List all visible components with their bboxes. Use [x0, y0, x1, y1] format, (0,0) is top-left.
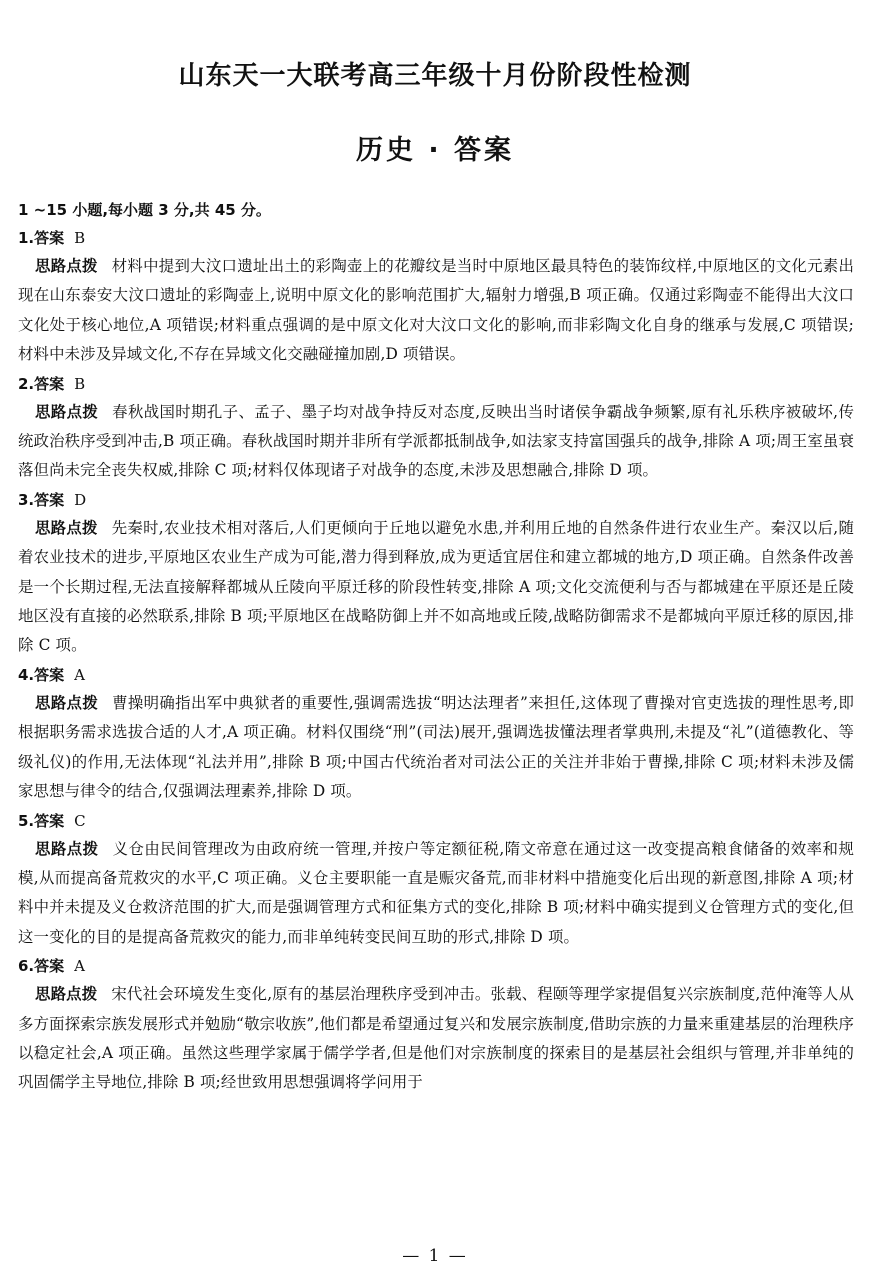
- exam-title: 山东天一大联考高三年级十月份阶段性检测: [178, 61, 692, 91]
- question-block: [18, 952, 854, 1098]
- question-answer-line: [18, 952, 854, 980]
- analysis-label: 思路点拨: [35, 985, 98, 1004]
- analysis-paragraph: [18, 689, 854, 807]
- question-block: [18, 661, 854, 807]
- analysis-label: 思路点拨: [35, 402, 99, 421]
- answer-choice: B: [74, 229, 86, 247]
- question-number: 3.: [18, 490, 35, 509]
- section-intro: 1 ~15 小题,每小题 3 分,共 45 分。: [18, 201, 271, 219]
- question-answer-line: [18, 807, 854, 835]
- answer-label: 答案: [34, 811, 65, 830]
- analysis-label: 思路点拨: [35, 693, 99, 712]
- question-block: [18, 224, 854, 370]
- question-number: 4.: [18, 665, 35, 684]
- analysis-paragraph: [18, 398, 854, 486]
- answer-content: [18, 196, 854, 1098]
- analysis-text: 宋代社会环境发生变化,原有的基层治理秩序受到冲击。张载、程颐等理学家提倡复兴宗族制度,范仲淹等人从多方面探索宗族发展形式并勉励“敬宗收族”,他们都是希望通过复兴和发展宗族制度,借助宗族的力量来重建基层的治理秩序以稳定社会,A 项正确。虽然这些理学家属于儒学学者,但是他们对宗族制度的探索目的是基层社会组织与管理,并非单纯的巩固儒学主导地位,排除 B 项;经世致用思想强调将学问用于: [18, 985, 854, 1092]
- answer-choice: A: [74, 665, 85, 684]
- analysis-text: 义仓由民间管理改为由政府统一管理,并按户等定额征税,隋文帝意在通过这一改变提高粮食储备的效率和规模,从而提高备荒救灾的水平,C 项正确。义仓主要职能一直是赈灾备荒,而非材料中措施变化后出现的新意图,排除 A 项;材料中并未提及义仓救济范围的扩大,而是强调管理方式和征集方式的变化,排除 B 项;材料中确实提到义仓管理方式的变化,但这一变化的目的是提高备荒救灾的能力,而非单纯转变民间互助的形式,排除 D 项。: [18, 839, 854, 946]
- analysis-paragraph: [18, 980, 854, 1098]
- analysis-paragraph: [18, 514, 854, 661]
- analysis-label: 思路点拨: [35, 518, 98, 537]
- analysis-text: 春秋战国时期孔子、孟子、墨子均对战争持反对态度,反映出当时诸侯争霸战争频繁,原有礼乐秩序被破坏,传统政治秩序受到冲击,B 项正确。春秋战国时期并非所有学派都抵制战争,如法家支持富国强兵的战争,排除 A 项;周王室虽衰落但尚未完全丧失权威,排除 C 项;材料仅体现诸子对战争的态度,未涉及思想融合,排除 D 项。: [18, 402, 854, 480]
- answer-label: 答案: [34, 957, 65, 976]
- answer-label: 答案: [34, 665, 65, 684]
- analysis-label: 思路点拨: [35, 257, 98, 275]
- subject-title: 历史 · 答案: [355, 135, 515, 166]
- answer-label: 答案: [34, 229, 65, 247]
- analysis-text: 材料中提到大汶口遗址出土的彩陶壶上的花瓣纹是当时中原地区最具特色的装饰纹样,中原地区的文化元素出现在山东泰安大汶口遗址的彩陶壶上,说明中原文化的影响范围扩大,辐射力增强,B 项正确。仅通过彩陶壶不能得出大汶口文化处于核心地位,A 项错误;材料重点强调的是中原文化对大汶口文化的影响,而非彩陶文化自身的继承与发展,C 项错误;材料中未涉及异域文化,不存在异域文化交融碰撞加剧,D 项错误。: [18, 257, 854, 364]
- question-answer-line: [18, 486, 854, 514]
- question-block: [18, 370, 854, 486]
- answer-choice: D: [74, 490, 87, 509]
- question-answer-line: [18, 224, 854, 252]
- question-block: [18, 807, 854, 953]
- analysis-text: 先秦时,农业技术相对落后,人们更倾向于丘地以避免水患,并利用丘地的自然条件进行农业生产。秦汉以后,随着农业技术的进步,平原地区农业生产成为可能,潜力得到释放,成为更适宜居住和建立都城的地方,D 项正确。自然条件改善是一个长期过程,无法直接解释都城从丘陵向平原迁移的阶段性转变,排除 A 项;文化交流便利与否与都城建在平原还是丘陵地区没有直接的必然联系,排除 B 项;平原地区在战略防御上并不如高地或丘陵,战略防御需求不是都城向平原迁移的原因,排除 C 项。: [18, 518, 854, 655]
- answer-label: 答案: [34, 490, 65, 509]
- answer-choice: B: [74, 374, 86, 393]
- question-answer-line: [18, 661, 854, 689]
- question-number: 5.: [18, 811, 35, 830]
- question-answer-line: [18, 370, 854, 398]
- analysis-paragraph: [18, 835, 854, 953]
- analysis-paragraph: [18, 252, 854, 370]
- question-number: 1.: [18, 229, 35, 247]
- page-number: — 1 —: [402, 1246, 468, 1266]
- question-number: 2.: [18, 374, 35, 393]
- analysis-label: 思路点拨: [35, 839, 99, 858]
- answer-label: 答案: [34, 374, 65, 393]
- analysis-text: 曹操明确指出军中典狱者的重要性,强调需选拔“明达法理者”来担任,这体现了曹操对官吏选拔的理性思考,即根据职务需求选拔合适的人才,A 项正确。材料仅围绕“刑”(司法)展开,强调选拔懂法理者掌典刑,未提及“礼”(道德教化、等级礼仪)的作用,无法体现“礼法并用”,排除 B 项;中国古代统治者对司法公正的关注并非始于曹操,排除 C 项;材料未涉及儒家思想与律令的结合,仅强调法理素养,排除 D 项。: [18, 693, 854, 801]
- question-number: 6.: [18, 957, 35, 976]
- question-list: [18, 224, 854, 1098]
- question-block: [18, 486, 854, 661]
- answer-choice: A: [74, 957, 85, 976]
- answer-choice: C: [74, 811, 86, 830]
